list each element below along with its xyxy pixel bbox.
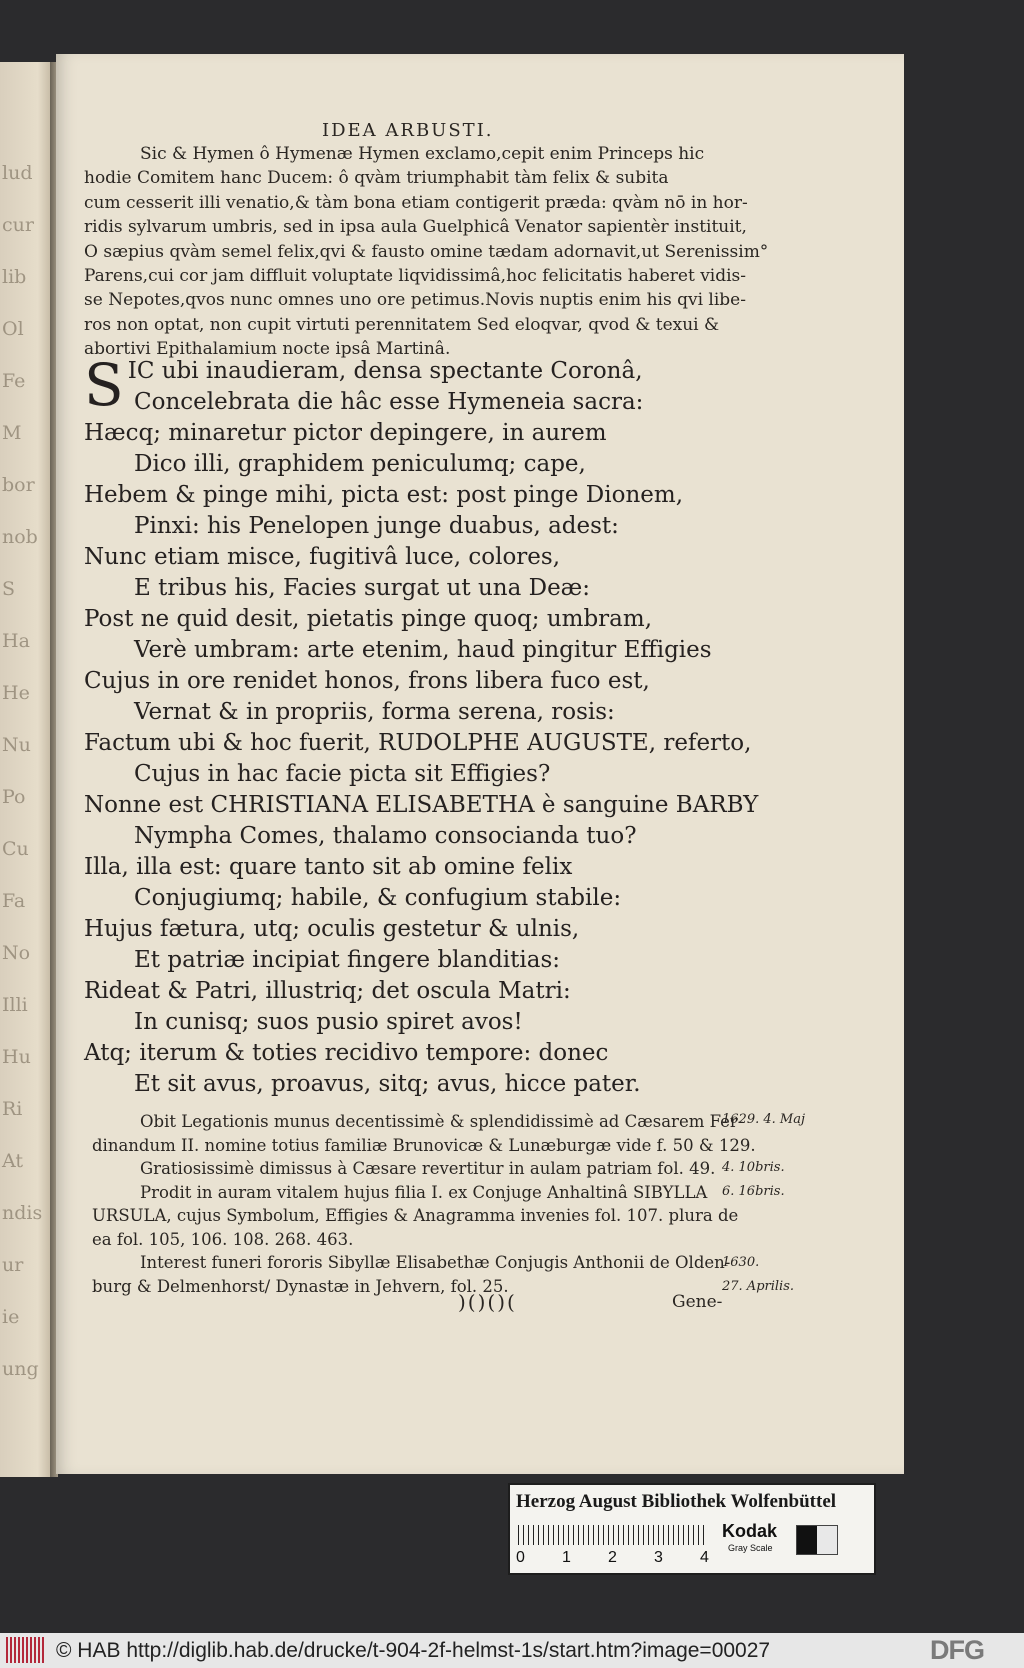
- poem-line: Conjugiumq; habile, & confugium stabile:: [134, 885, 622, 911]
- ornament: )()()(: [458, 1290, 517, 1314]
- scale-number: 4: [700, 1549, 709, 1566]
- left-page-fragment: ie: [2, 1306, 20, 1328]
- left-page-fragment: Cu: [2, 838, 29, 860]
- prose-line: cum cesserit illi venatio,& tàm bona etiam contigerit præda: qvàm nō in hor-: [84, 192, 748, 213]
- left-facing-page: [0, 62, 54, 1477]
- poem-line: Nunc etiam misce, fugitivâ luce, colores,: [84, 544, 561, 570]
- poem-line: Post ne quid desit, pietatis pinge quoq; umbram,: [84, 606, 653, 632]
- prose-line: ridis sylvarum umbris, sed in ipsa aula Guelphicâ Venator sapientèr instituit,: [84, 217, 747, 238]
- prose-line: hodie Comitem hanc Ducem: ô qvàm triumphabit tàm felix & subita: [84, 168, 669, 189]
- margin-note: 1630.: [722, 1255, 760, 1270]
- note-line: Obit Legationis munus decentissimè & splendidissimè ad Cæsarem Fer-: [140, 1112, 744, 1131]
- left-page-fragment: Fa: [2, 890, 26, 912]
- footer-bar: [0, 1633, 1024, 1668]
- left-page-fragment: No: [2, 942, 31, 964]
- poem-line: Verè umbram: arte etenim, haud pingitur Effigies: [134, 637, 712, 663]
- poem-line: IC ubi inaudieram, densa spectante Coronâ,: [127, 358, 643, 384]
- catchword: Gene-: [672, 1292, 723, 1312]
- poem-line: Factum ubi & hoc fuerit, RUDOLPHE AUGUSTE, referto,: [84, 730, 752, 756]
- poem-line: Atq; iterum & toties recidivo tempore: donec: [84, 1040, 609, 1066]
- left-page-fragment: He: [2, 682, 30, 704]
- note-line: burg & Delmenhorst/ Dynastæ in Jehvern, fol. 25.: [92, 1276, 509, 1296]
- poem-line: Rideat & Patri, illustriq; det oscula Matri:: [84, 978, 571, 1004]
- library-color-card: [508, 1483, 876, 1575]
- poem-line: Nympha Comes, thalamo consocianda tuo?: [134, 823, 637, 849]
- poem-line: Illa, illa est: quare tanto sit ab omine felix: [84, 854, 573, 880]
- poem-line: Et sit avus, proavus, sitq; avus, hicce pater.: [134, 1071, 641, 1097]
- scale-number: 3: [654, 1549, 663, 1566]
- note-line: Prodit in auram vitalem hujus filia I. ex Conjuge Anhaltinâ SIBYLLA: [140, 1182, 708, 1202]
- left-page-fragment: Ol: [2, 318, 24, 340]
- left-page-fragment: nob: [2, 526, 38, 548]
- scale-number: 2: [608, 1549, 617, 1566]
- left-page-fragment: S: [2, 578, 16, 600]
- hab-logo-icon: [6, 1637, 46, 1663]
- margin-note: 27. Aprilis.: [722, 1279, 795, 1294]
- poem-line: E tribus his, Facies surgat ut una Deæ:: [134, 575, 591, 601]
- prose-line: ros non optat, non cupit virtuti perennitatem Sed eloqvar, qvod & texui &: [84, 314, 720, 335]
- poem-line: Dico illi, graphidem peniculumq; cape,: [134, 451, 586, 477]
- left-page-fragment: Po: [2, 786, 26, 808]
- left-page-fragment: Illi: [2, 994, 28, 1016]
- left-page-fragment: bor: [2, 474, 35, 496]
- drop-cap: S: [84, 351, 124, 419]
- note-line: ea fol. 105, 106. 108. 268. 463.: [92, 1229, 354, 1249]
- poem-line: Vernat & in propriis, forma serena, rosis:: [134, 699, 615, 725]
- prose-line: se Nepotes,qvos nunc omnes uno ore petimus.Novis nuptis enim his qvi libe-: [84, 290, 746, 311]
- left-page-fragment: lib: [2, 266, 27, 288]
- left-page-fragment: Ri: [2, 1098, 23, 1120]
- margin-note: 6. 16bris.: [722, 1184, 785, 1199]
- scale-number: 0: [516, 1549, 525, 1566]
- poem-line: Cujus in hac facie picta sit Effigies?: [134, 761, 551, 787]
- prose-paragraph: [84, 142, 769, 362]
- poem-line: Hebem & pinge mihi, picta est: post pinge Dionem,: [84, 482, 683, 508]
- scale-ruler: [518, 1525, 708, 1545]
- kodak-brand: Kodak: [722, 1521, 778, 1541]
- left-page-fragment: ndis: [2, 1202, 43, 1224]
- left-page-fragment: cur: [2, 214, 34, 236]
- poem-line: Hæcq; minaretur pictor depingere, in aurem: [84, 420, 607, 446]
- left-page-fragment: Nu: [2, 734, 31, 756]
- note-line: dinandum II. nomine totius familiæ Brunovicæ & Lunæburgæ vide f. 50 & 129.: [92, 1135, 756, 1155]
- note-line: Gratiosissimè dimissus à Cæsare revertitur in aulam patriam fol. 49.: [140, 1159, 716, 1178]
- institution-name: Herzog August Bibliothek Wolfenbüttel: [516, 1491, 837, 1512]
- left-page-fragment: Ha: [2, 630, 30, 652]
- prose-line: Sic & Hymen ô Hymenæ Hymen exclamo,cepit enim Princeps hic: [140, 144, 705, 164]
- poem-line: Hujus fætura, utq; oculis gestetur & ulnis,: [84, 916, 580, 942]
- poem-line: Nonne est CHRISTIANA ELISABETHA è sanguine BARBY: [84, 792, 759, 818]
- dfg-logo: DFG: [930, 1635, 984, 1665]
- left-page-fragment: ung: [2, 1358, 39, 1380]
- left-page-fragment: At: [2, 1150, 24, 1172]
- poem-line: In cunisq; suos pusio spiret avos!: [134, 1009, 523, 1035]
- prose-line: O sæpius qvàm semel felix,qvi & fausto omine tædam adornavit,ut Serenissim°: [84, 241, 769, 262]
- left-page-fragment: Hu: [2, 1046, 31, 1068]
- running-header: IDEA ARBUSTI.: [322, 120, 494, 141]
- left-page-fragment: M: [2, 422, 22, 444]
- source-url[interactable]: © HAB http://diglib.hab.de/drucke/t-904-2f-helmst-1s/start.htm?image=00027: [56, 1639, 771, 1662]
- poem-line: Et patriæ incipiat fingere blanditias:: [134, 947, 561, 973]
- scale-number: 1: [562, 1549, 571, 1566]
- note-line: Interest funeri fororis Sibyllæ Elisabethæ Conjugis Anthonii de Olden-: [140, 1253, 731, 1272]
- poem-line: Cujus in ore renidet honos, frons libera fuco est,: [84, 668, 650, 694]
- epithalamium-poem: [84, 351, 759, 1100]
- left-page-fragment: Fe: [2, 370, 26, 392]
- left-page-fragment: lud: [2, 162, 33, 184]
- margin-note: 4. 10bris.: [722, 1160, 785, 1175]
- poem-line: Pinxi: his Penelopen junge duabus, adest:: [134, 513, 619, 539]
- gray-patch: [796, 1525, 838, 1555]
- prose-line: Parens,cui cor jam diffluit voluptate liqvidissimâ,hoc felicitatis haberet vidis-: [84, 266, 747, 287]
- note-line: URSULA, cujus Symbolum, Effigies & Anagramma invenies fol. 107. plura de: [92, 1206, 739, 1225]
- prose-line: abortivi Epithalamium nocte ipsâ Martinâ.: [84, 339, 451, 360]
- margin-note: 1629. 4. Maj: [722, 1112, 805, 1127]
- left-page-fragment: ur: [2, 1254, 24, 1276]
- poem-line: Concelebrata die hâc esse Hymeneia sacra:: [134, 389, 644, 415]
- gray-scale-label: Gray Scale: [728, 1543, 773, 1553]
